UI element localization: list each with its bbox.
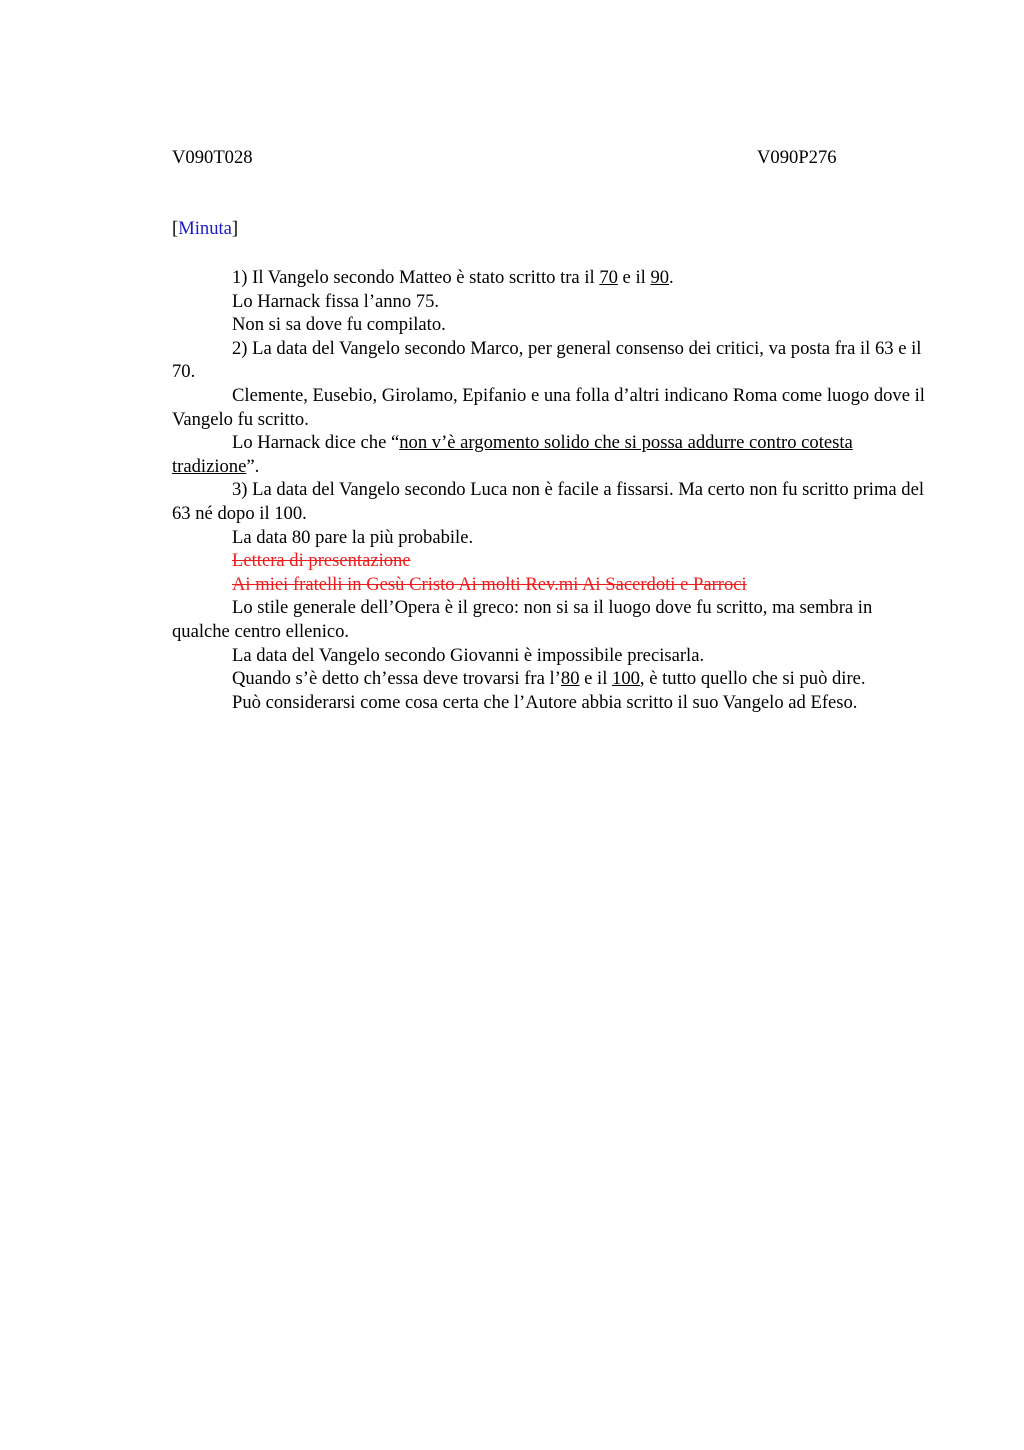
text-run: e il	[579, 668, 613, 690]
underlined-year: 70	[599, 267, 618, 288]
underlined-year: 90	[650, 267, 670, 288]
deleted-line-lettera: Lettera di presentazione	[232, 550, 411, 572]
document-code-right: V090P276	[757, 147, 837, 168]
underlined-quote: non v’è argomento solido che si possa addurre contro cotesta tradizione	[172, 432, 853, 477]
text-run: Quando s’è detto ch’essa deve trovarsi fra l’	[232, 668, 561, 690]
paragraph-efeso: Può considerarsi come cosa certa che l’Autore abbia scritto il suo Vangelo ad Efeso.	[232, 691, 858, 713]
text-run: ”.	[246, 455, 260, 477]
text-run: 1) Il Vangelo secondo Matteo è stato scritto tra il	[232, 267, 600, 288]
paragraph-clemente: Clemente, Eusebio, Girolamo, Epifanio e una folla d’altri indicano Roma come luogo dove il Vangelo fu scritto.	[172, 384, 925, 430]
underlined-year: 100	[612, 668, 640, 690]
paragraph-stile: Lo stile generale dell’Opera è il greco: non si sa il luogo dove fu scritto, ma sembra in qualche centro ellenico.	[172, 597, 873, 642]
paragraph-matteo	[172, 266, 932, 290]
paragraph-harnack-75: Lo Harnack fissa l’anno 75.	[232, 290, 440, 312]
text-run: e il	[617, 267, 651, 288]
underlined-year: 80	[560, 668, 580, 690]
section-label	[172, 217, 238, 241]
paragraph-harnack-quote	[172, 431, 932, 478]
text-run: , è tutto quello che si può dire.	[639, 668, 866, 690]
paragraph-marco: 2) La data del Vangelo secondo Marco, per general consenso dei critici, va posta fra il 63 e il 70.	[172, 337, 922, 383]
paragraph-compilato: Non si sa dove fu compilato.	[232, 314, 446, 336]
paragraph-quando	[172, 667, 932, 691]
document-code-left: V090T028	[172, 147, 253, 168]
paragraph-luca: 3) La data del Vangelo secondo Luca non è facile a fissarsi. Ma certo non fu scritto prima del 63 né dopo il 100.	[172, 479, 925, 524]
label-close-bracket: ]	[231, 218, 239, 239]
paragraph-data-80: La data 80 pare la più probabile.	[232, 526, 474, 548]
label-open-bracket: [	[172, 218, 179, 239]
label-minuta: Minuta	[178, 218, 232, 239]
document-body	[172, 266, 932, 714]
text-run: Lo Harnack dice che “	[232, 432, 400, 454]
text-run: .	[669, 267, 674, 288]
deleted-line-fratelli: Ai miei fratelli in Gesù Cristo Ai molti Rev.mi Ai Sacerdoti e Parroci	[232, 573, 747, 595]
paragraph-giovanni: La data del Vangelo secondo Giovanni è impossibile precisarla.	[232, 644, 705, 666]
